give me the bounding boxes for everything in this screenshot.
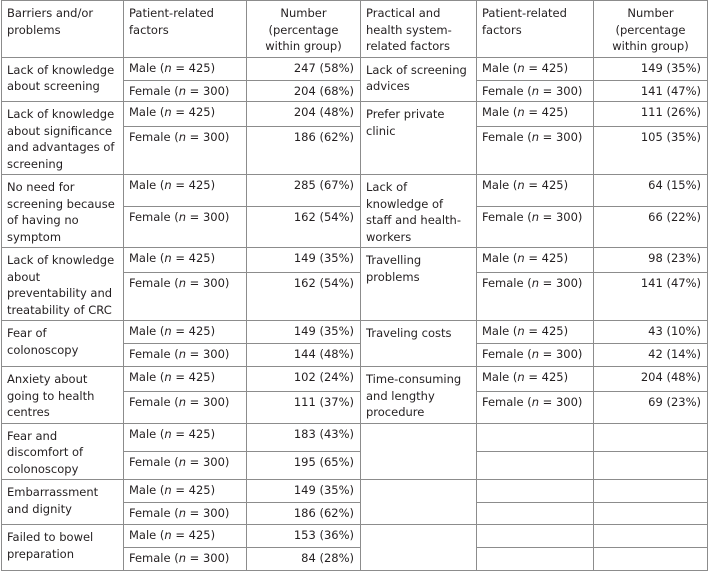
table-row bbox=[2, 57, 708, 80]
group-cell-female bbox=[477, 80, 594, 102]
group-count: = 300) bbox=[186, 130, 230, 145]
table-row bbox=[2, 525, 708, 548]
group-label: Male ( bbox=[129, 178, 165, 192]
group-cell-female bbox=[477, 127, 594, 175]
group-count: = 425) bbox=[524, 60, 569, 75]
group-count: = 300) bbox=[186, 276, 230, 291]
group-count: = 300) bbox=[539, 347, 583, 361]
barrier-cell: Fear and discomfort of colonoscopy bbox=[2, 423, 124, 480]
value-cell-male: 149 (35%) bbox=[594, 57, 708, 80]
factor-cell: Traveling costs bbox=[361, 321, 477, 367]
group-count: = 425) bbox=[171, 178, 216, 192]
empty-cell bbox=[594, 480, 708, 503]
n-symbol: n bbox=[164, 178, 172, 192]
value-cell-male: 149 (35%) bbox=[247, 248, 361, 273]
group-label: Male ( bbox=[482, 60, 518, 75]
empty-cell bbox=[477, 480, 594, 503]
group-label: Female ( bbox=[129, 394, 179, 409]
n-symbol: n bbox=[517, 251, 525, 265]
n-symbol: n bbox=[531, 276, 540, 291]
group-count: = 300) bbox=[186, 455, 230, 470]
n-symbol: n bbox=[164, 528, 172, 542]
group-label: Male ( bbox=[129, 251, 165, 265]
header-patient-factors: Patient-related factors bbox=[124, 1, 247, 58]
group-label: Female ( bbox=[129, 347, 179, 361]
value-cell-male: 111 (26%) bbox=[594, 102, 708, 127]
group-count: = 300) bbox=[186, 394, 230, 409]
n-symbol: n bbox=[164, 251, 172, 265]
header-number-2: Number (percentage within group) bbox=[594, 1, 708, 58]
value-cell-female: 141 (47%) bbox=[594, 273, 708, 321]
n-symbol: n bbox=[164, 324, 172, 338]
n-symbol: n bbox=[531, 347, 540, 361]
group-count: = 425) bbox=[171, 60, 216, 75]
empty-cell bbox=[594, 423, 708, 452]
value-cell-male: 153 (36%) bbox=[247, 525, 361, 548]
header-barriers: Barriers and/or problems bbox=[2, 1, 124, 58]
group-cell-female bbox=[124, 548, 247, 571]
header-row bbox=[2, 1, 708, 58]
n-symbol: n bbox=[164, 60, 172, 75]
group-label: Female ( bbox=[129, 276, 179, 291]
value-cell-male: 204 (48%) bbox=[247, 102, 361, 127]
barrier-cell: Lack of knowledge about preventability and treatability of CRC bbox=[2, 248, 124, 321]
group-cell-male bbox=[477, 248, 594, 273]
factor-cell: Lack of screening advices bbox=[361, 57, 477, 102]
barrier-cell: No need for screening because of having no symptom bbox=[2, 175, 124, 248]
group-count: = 300) bbox=[539, 83, 583, 98]
value-cell-male: 98 (23%) bbox=[594, 248, 708, 273]
header-number: Number (percentage within group) bbox=[247, 1, 361, 58]
group-count: = 425) bbox=[171, 324, 216, 338]
barrier-cell: Failed to bowel preparation bbox=[2, 525, 124, 571]
value-cell-female: 69 (23%) bbox=[594, 391, 708, 423]
barrier-cell: Anxiety about going to health centres bbox=[2, 367, 124, 424]
table-row bbox=[2, 102, 708, 127]
group-count: = 300) bbox=[539, 276, 583, 291]
group-cell-male bbox=[124, 525, 247, 548]
group-cell-male bbox=[124, 248, 247, 273]
value-cell-female: 204 (68%) bbox=[247, 80, 361, 102]
value-cell-female: 111 (37%) bbox=[247, 391, 361, 423]
empty-cell bbox=[477, 452, 594, 480]
value-cell-male: 102 (24%) bbox=[247, 367, 361, 392]
empty-cell bbox=[594, 452, 708, 480]
factor-cell: Time-consuming and lengthy procedure bbox=[361, 367, 477, 424]
group-cell-male bbox=[477, 57, 594, 80]
group-count: = 300) bbox=[539, 394, 583, 409]
group-label: Female ( bbox=[482, 394, 532, 409]
table-row bbox=[2, 248, 708, 273]
group-cell-female bbox=[477, 344, 594, 367]
group-count: = 425) bbox=[524, 251, 569, 265]
empty-cell bbox=[361, 423, 477, 480]
group-label: Male ( bbox=[482, 178, 518, 192]
empty-cell bbox=[477, 525, 594, 548]
n-symbol: n bbox=[178, 551, 187, 565]
group-label: Female ( bbox=[129, 209, 179, 224]
group-label: Female ( bbox=[129, 130, 179, 145]
group-count: = 300) bbox=[186, 347, 230, 361]
empty-cell bbox=[361, 480, 477, 525]
n-symbol: n bbox=[531, 394, 540, 409]
group-cell-female bbox=[477, 273, 594, 321]
group-cell-male bbox=[124, 367, 247, 392]
group-label: Female ( bbox=[482, 276, 532, 291]
value-cell-male: 43 (10%) bbox=[594, 321, 708, 344]
group-cell-male bbox=[124, 321, 247, 344]
value-cell-male: 183 (43%) bbox=[247, 423, 361, 452]
header-patient-factors-2: Patient-related factors bbox=[477, 1, 594, 58]
group-cell-female bbox=[124, 344, 247, 367]
n-symbol: n bbox=[178, 130, 187, 145]
group-count: = 425) bbox=[171, 483, 216, 497]
n-symbol: n bbox=[178, 347, 187, 361]
group-label: Female ( bbox=[482, 347, 532, 361]
value-cell-male: 285 (67%) bbox=[247, 175, 361, 207]
empty-cell bbox=[594, 548, 708, 571]
value-cell-female: 105 (35%) bbox=[594, 127, 708, 175]
group-count: = 425) bbox=[171, 528, 216, 542]
group-count: = 425) bbox=[524, 324, 569, 338]
n-symbol: n bbox=[178, 83, 187, 98]
value-cell-male: 149 (35%) bbox=[247, 321, 361, 344]
value-cell-male: 149 (35%) bbox=[247, 480, 361, 503]
n-symbol: n bbox=[178, 455, 187, 470]
table-row bbox=[2, 367, 708, 392]
group-label: Female ( bbox=[129, 455, 179, 470]
group-cell-female bbox=[124, 503, 247, 525]
n-symbol: n bbox=[517, 105, 525, 119]
group-cell-male bbox=[124, 102, 247, 127]
n-symbol: n bbox=[517, 370, 525, 384]
barrier-cell: Lack of knowledge about screening bbox=[2, 57, 124, 102]
barriers-table bbox=[1, 0, 708, 571]
n-symbol: n bbox=[178, 209, 187, 224]
group-count: = 425) bbox=[171, 426, 216, 441]
table-row bbox=[2, 423, 708, 452]
value-cell-male: 64 (15%) bbox=[594, 175, 708, 207]
group-cell-female bbox=[124, 452, 247, 480]
empty-cell bbox=[594, 503, 708, 525]
group-cell-female bbox=[477, 391, 594, 423]
group-cell-female bbox=[124, 127, 247, 175]
group-cell-male bbox=[477, 367, 594, 392]
value-cell-female: 66 (22%) bbox=[594, 206, 708, 247]
n-symbol: n bbox=[164, 370, 172, 384]
n-symbol: n bbox=[517, 324, 525, 338]
n-symbol: n bbox=[517, 60, 525, 75]
group-count: = 425) bbox=[171, 370, 216, 384]
n-symbol: n bbox=[164, 426, 172, 441]
group-count: = 300) bbox=[539, 130, 583, 145]
value-cell-male: 247 (58%) bbox=[247, 57, 361, 80]
n-symbol: n bbox=[178, 394, 187, 409]
group-cell-male bbox=[477, 321, 594, 344]
group-label: Male ( bbox=[129, 105, 165, 119]
value-cell-female: 195 (65%) bbox=[247, 452, 361, 480]
n-symbol: n bbox=[531, 83, 540, 98]
table-row bbox=[2, 321, 708, 344]
table-body bbox=[2, 57, 708, 571]
value-cell-female: 162 (54%) bbox=[247, 206, 361, 247]
barrier-cell: Embarrassment and dignity bbox=[2, 480, 124, 525]
empty-cell bbox=[477, 423, 594, 452]
barrier-cell: Lack of knowledge about significance and advantages of screening bbox=[2, 102, 124, 175]
group-count: = 425) bbox=[171, 251, 216, 265]
group-label: Female ( bbox=[482, 130, 532, 145]
group-label: Female ( bbox=[129, 83, 179, 98]
group-label: Male ( bbox=[129, 324, 165, 338]
barrier-cell: Fear of colonoscopy bbox=[2, 321, 124, 367]
group-label: Female ( bbox=[129, 506, 179, 520]
value-cell-female: 162 (54%) bbox=[247, 273, 361, 321]
group-count: = 300) bbox=[186, 83, 230, 98]
group-label: Male ( bbox=[482, 324, 518, 338]
group-label: Male ( bbox=[129, 426, 165, 441]
empty-cell bbox=[361, 525, 477, 571]
group-cell-male bbox=[124, 480, 247, 503]
group-label: Male ( bbox=[129, 483, 165, 497]
header-practical-factors: Practical and health system-related factors bbox=[361, 1, 477, 58]
group-count: = 300) bbox=[186, 551, 230, 565]
group-cell-male bbox=[124, 57, 247, 80]
group-label: Male ( bbox=[482, 370, 518, 384]
empty-cell bbox=[594, 525, 708, 548]
n-symbol: n bbox=[517, 178, 525, 192]
group-label: Male ( bbox=[129, 60, 165, 75]
n-symbol: n bbox=[164, 483, 172, 497]
group-cell-female bbox=[124, 206, 247, 247]
value-cell-female: 84 (28%) bbox=[247, 548, 361, 571]
group-count: = 425) bbox=[171, 105, 216, 119]
n-symbol: n bbox=[178, 276, 187, 291]
group-label: Male ( bbox=[482, 105, 518, 119]
value-cell-female: 186 (62%) bbox=[247, 127, 361, 175]
value-cell-female: 42 (14%) bbox=[594, 344, 708, 367]
group-cell-female bbox=[124, 273, 247, 321]
n-symbol: n bbox=[531, 209, 540, 224]
factor-cell: Travelling problems bbox=[361, 248, 477, 321]
value-cell-female: 141 (47%) bbox=[594, 80, 708, 102]
factor-cell: Lack of knowledge of staff and health-workers bbox=[361, 175, 477, 248]
value-cell-female: 144 (48%) bbox=[247, 344, 361, 367]
group-label: Male ( bbox=[129, 528, 165, 542]
empty-cell bbox=[477, 503, 594, 525]
group-count: = 425) bbox=[524, 178, 569, 192]
group-label: Female ( bbox=[129, 551, 179, 565]
group-label: Male ( bbox=[129, 370, 165, 384]
n-symbol: n bbox=[531, 130, 540, 145]
group-cell-male bbox=[124, 423, 247, 452]
group-cell-male bbox=[477, 102, 594, 127]
n-symbol: n bbox=[164, 105, 172, 119]
group-count: = 300) bbox=[539, 209, 583, 224]
group-label: Female ( bbox=[482, 83, 532, 98]
group-cell-female bbox=[124, 80, 247, 102]
value-cell-male: 204 (48%) bbox=[594, 367, 708, 392]
group-count: = 425) bbox=[524, 105, 569, 119]
group-label: Female ( bbox=[482, 209, 532, 224]
empty-cell bbox=[477, 548, 594, 571]
value-cell-female: 186 (62%) bbox=[247, 503, 361, 525]
group-cell-female bbox=[124, 391, 247, 423]
group-count: = 425) bbox=[524, 370, 569, 384]
table-row bbox=[2, 480, 708, 503]
group-cell-male bbox=[477, 175, 594, 207]
table-row bbox=[2, 175, 708, 207]
group-count: = 300) bbox=[186, 506, 230, 520]
group-cell-male bbox=[124, 175, 247, 207]
group-cell-female bbox=[477, 206, 594, 247]
n-symbol: n bbox=[178, 506, 187, 520]
group-label: Male ( bbox=[482, 251, 518, 265]
group-count: = 300) bbox=[186, 209, 230, 224]
factor-cell: Prefer private clinic bbox=[361, 102, 477, 175]
